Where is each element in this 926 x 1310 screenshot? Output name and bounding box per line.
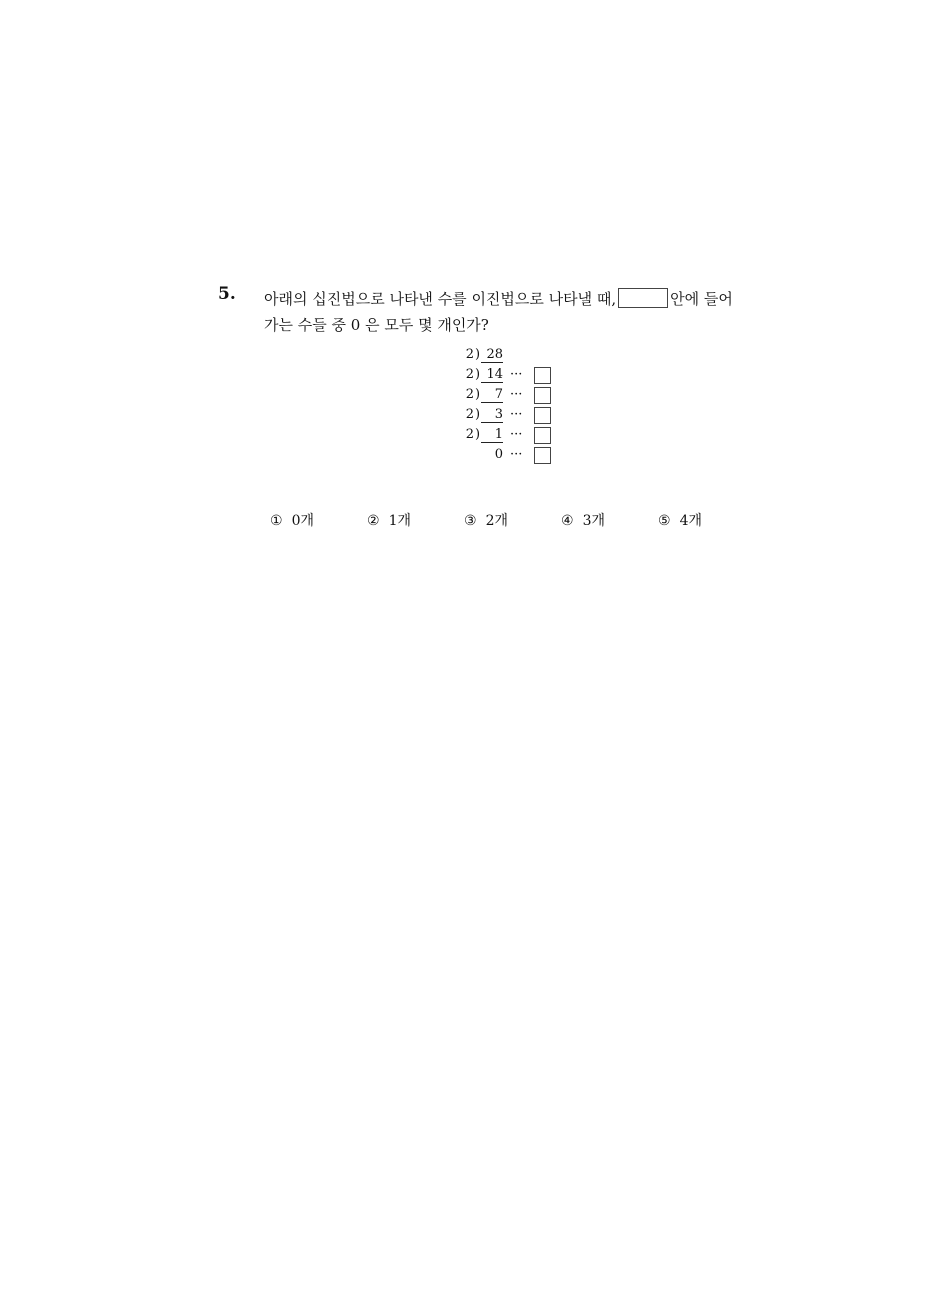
dividend: 14 <box>481 366 503 383</box>
division-bracket: ) <box>475 347 481 362</box>
question-line-2: 가는 수들 중 0 은 모두 몇 개인가? <box>264 316 489 334</box>
remainder-box <box>534 447 551 464</box>
remainder-box <box>534 387 551 404</box>
divisor: 2 <box>465 427 474 442</box>
question-text-before-box: 아래의 십진법으로 나타낸 수를 이진법으로 나타낼 때, <box>264 290 617 308</box>
choice-text: 4개 <box>679 513 702 529</box>
choice-number: ① <box>270 513 283 529</box>
ellipsis: ··· <box>510 447 523 462</box>
choice-number: ③ <box>464 513 477 529</box>
choice-4[interactable] <box>561 510 605 530</box>
remainder-box <box>534 367 551 384</box>
ellipsis: ··· <box>510 427 523 442</box>
divisor: 2 <box>465 347 474 362</box>
dividend: 28 <box>481 346 503 363</box>
question-number: 5. <box>218 284 236 304</box>
choice-text: 0개 <box>291 513 314 529</box>
answer-blank-box <box>618 288 668 308</box>
question-text-after-box: 안에 들어 <box>670 290 733 308</box>
division-bracket: ) <box>475 427 481 442</box>
dividend: 1 <box>481 426 503 443</box>
choice-text: 3개 <box>582 513 605 529</box>
dividend: 7 <box>481 386 503 403</box>
divisor: 2 <box>465 387 474 402</box>
dividend: 3 <box>481 406 503 423</box>
choice-1[interactable] <box>270 510 314 530</box>
choice-number: ④ <box>561 513 574 529</box>
divisor: 2 <box>465 407 474 422</box>
question-stem <box>264 286 784 338</box>
question-line-1 <box>264 286 784 312</box>
choice-number: ② <box>367 513 380 529</box>
remainder-box <box>534 407 551 424</box>
divisor: 2 <box>465 367 474 382</box>
dividend: 0 <box>494 447 503 462</box>
choice-3[interactable] <box>464 510 508 530</box>
choice-text: 2개 <box>485 513 508 529</box>
division-bracket: ) <box>475 367 481 382</box>
ellipsis: ··· <box>510 387 523 402</box>
choice-number: ⑤ <box>658 513 671 529</box>
ellipsis: ··· <box>510 367 523 382</box>
ellipsis: ··· <box>510 407 523 422</box>
choice-5[interactable] <box>658 510 702 530</box>
division-bracket: ) <box>475 387 481 402</box>
remainder-box <box>534 427 551 444</box>
choice-2[interactable] <box>367 510 411 530</box>
choice-text: 1개 <box>388 513 411 529</box>
division-bracket: ) <box>475 407 481 422</box>
